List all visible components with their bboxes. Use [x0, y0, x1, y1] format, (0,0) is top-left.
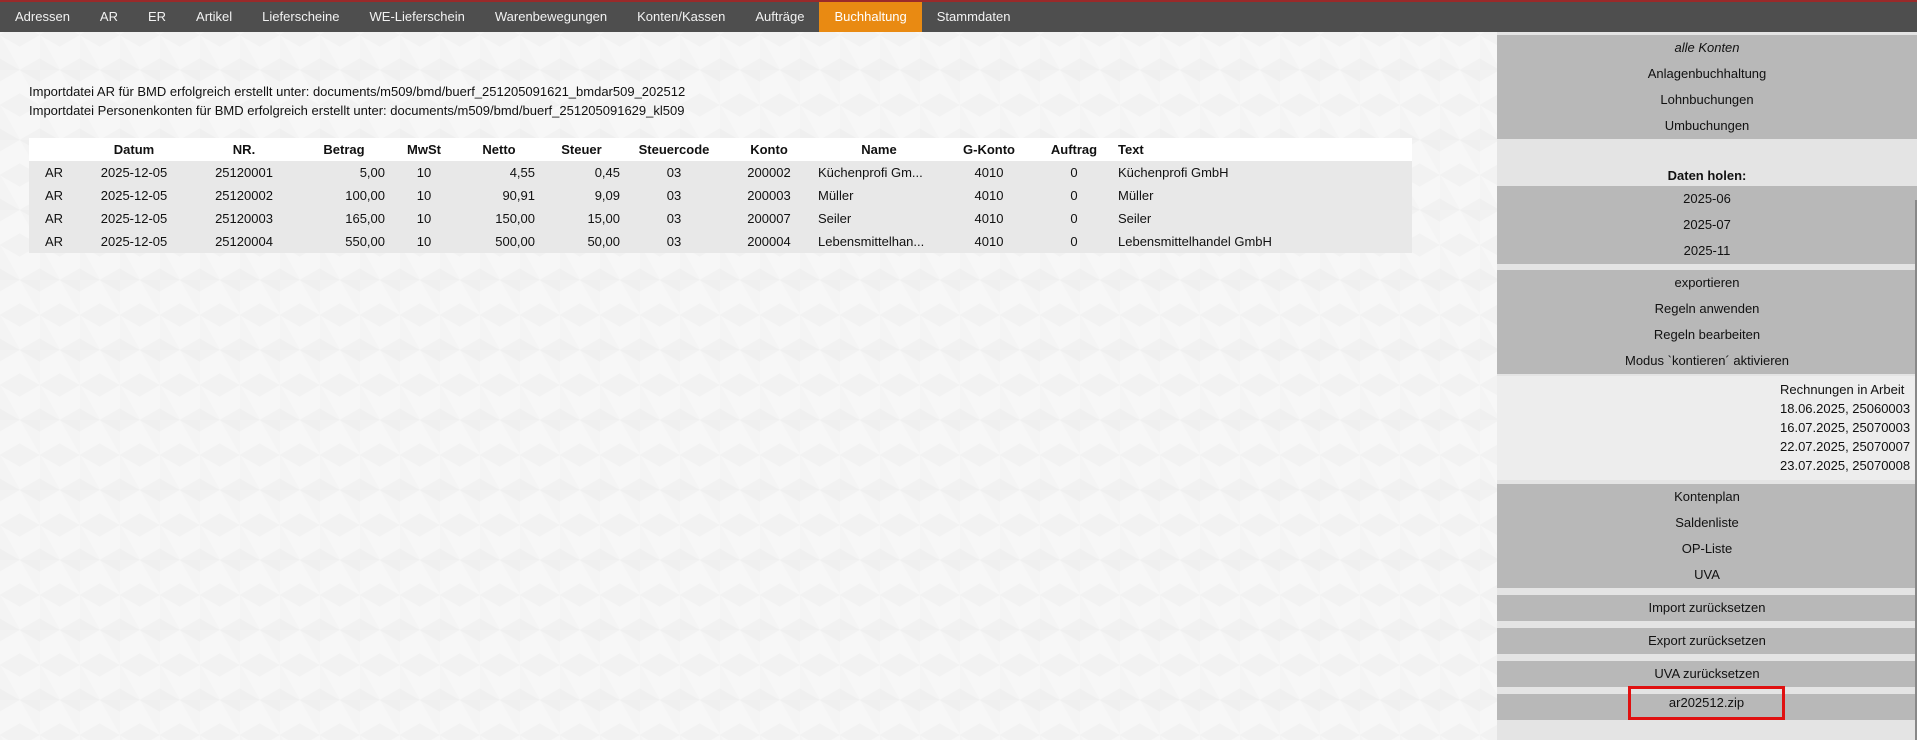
status-messages: [29, 82, 685, 120]
column-header-betrag: Betrag: [299, 138, 389, 161]
booking-table: [29, 138, 1412, 253]
zip-download-link[interactable]: ar202512.zip: [1628, 686, 1785, 720]
column-header-datum: Datum: [79, 138, 189, 161]
message-personenkonten-export: Importdatei Personenkonten für BMD erfolgreich erstellt unter: documents/m509/bmd/buerf_251205091629_kl509: [29, 103, 685, 118]
cell-nr: 25120003: [189, 207, 299, 230]
column-header-steuercode: Steuercode: [624, 138, 724, 161]
table-row[interactable]: [29, 230, 1412, 253]
column-header-mwst: MwSt: [389, 138, 459, 161]
zip-download-group: [1497, 694, 1917, 720]
column-header-auftrag: Auftrag: [1034, 138, 1114, 161]
table-row[interactable]: [29, 207, 1412, 230]
cell-text: Lebensmittelhandel GmbH: [1114, 230, 1412, 253]
cell-steuercode: 03: [624, 207, 724, 230]
fetch-periods-group: [1497, 186, 1917, 264]
link-kontenplan[interactable]: Kontenplan: [1674, 489, 1740, 504]
cell-auftrag: 0: [1034, 161, 1114, 184]
link-uva[interactable]: UVA: [1694, 567, 1720, 582]
nav-tab-warenbewegungen[interactable]: Warenbewegungen: [494, 9, 608, 24]
invoice-link[interactable]: 18.06.2025, 25060003: [1780, 401, 1911, 416]
reset-uva-button[interactable]: UVA zurücksetzen: [1654, 666, 1760, 681]
cell-type: AR: [29, 207, 79, 230]
cell-auftrag: 0: [1034, 207, 1114, 230]
nav-tab-stammdaten[interactable]: Stammdaten: [936, 9, 1011, 24]
cell-betrag: 5,00: [299, 161, 389, 184]
nav-tab-konten-kassen[interactable]: Konten/Kassen: [637, 9, 726, 24]
cell-nr: 25120002: [189, 184, 299, 207]
cell-betrag: 100,00: [299, 184, 389, 207]
cell-g-konto: 4010: [944, 207, 1034, 230]
invoice-link[interactable]: 23.07.2025, 25070008: [1780, 458, 1911, 473]
link-umbuchungen[interactable]: Umbuchungen: [1664, 118, 1750, 133]
nav-tab-auftr-ge[interactable]: Aufträge: [755, 9, 805, 24]
invoice-link[interactable]: 16.07.2025, 25070003: [1780, 420, 1911, 435]
reset-import-button[interactable]: Import zurücksetzen: [1648, 600, 1766, 615]
cell-steuercode: 03: [624, 161, 724, 184]
fetch-data-heading: Daten holen:: [1667, 168, 1747, 183]
export-button[interactable]: exportieren: [1674, 275, 1740, 290]
top-navigation: [0, 0, 1917, 32]
link-op-liste[interactable]: OP-Liste: [1681, 541, 1733, 556]
cell-datum: 2025-12-05: [79, 161, 189, 184]
side-panel: [1497, 32, 1917, 740]
cell-mwst: 10: [389, 207, 459, 230]
link-anlagenbuchhaltung[interactable]: Anlagenbuchhaltung: [1647, 66, 1767, 81]
invoice-link[interactable]: 22.07.2025, 25070007: [1780, 439, 1911, 454]
cell-name: Seiler: [814, 207, 944, 230]
reports-group: [1497, 484, 1917, 588]
cell-steuercode: 03: [624, 184, 724, 207]
cell-steuer: 0,45: [539, 161, 624, 184]
cell-text: Müller: [1114, 184, 1412, 207]
cell-type: AR: [29, 161, 79, 184]
cell-konto: 200004: [724, 230, 814, 253]
cell-name: Küchenprofi Gm...: [814, 161, 944, 184]
cell-steuercode: 03: [624, 230, 724, 253]
message-ar-export: Importdatei AR für BMD erfolgreich erstellt unter: documents/m509/bmd/buerf_251205091621_bmdar509_202512: [29, 84, 686, 99]
fetch-period-2025-11[interactable]: 2025-11: [1683, 243, 1731, 258]
cell-g-konto: 4010: [944, 230, 1034, 253]
invoices-in-progress: [1497, 376, 1917, 480]
reset-import-group: [1497, 595, 1917, 621]
cell-g-konto: 4010: [944, 161, 1034, 184]
column-header-name: Name: [814, 138, 944, 161]
cell-betrag: 165,00: [299, 207, 389, 230]
cell-auftrag: 0: [1034, 184, 1114, 207]
accounts-group: [1497, 35, 1917, 139]
cell-auftrag: 0: [1034, 230, 1114, 253]
cell-mwst: 10: [389, 184, 459, 207]
cell-g-konto: 4010: [944, 184, 1034, 207]
actions-group: [1497, 270, 1917, 374]
nav-tab-adressen[interactable]: Adressen: [15, 9, 70, 24]
nav-tab-we-lieferschein[interactable]: WE-Lieferschein: [369, 9, 465, 24]
cell-konto: 200007: [724, 207, 814, 230]
link-alle-konten[interactable]: alle Konten: [1674, 40, 1740, 55]
table-row[interactable]: [29, 184, 1412, 207]
cell-type: AR: [29, 184, 79, 207]
cell-netto: 500,00: [459, 230, 539, 253]
fetch-period-2025-06[interactable]: 2025-06: [1683, 191, 1731, 206]
cell-konto: 200002: [724, 161, 814, 184]
invoices-in-progress-heading: Rechnungen in Arbeit: [1780, 382, 1905, 397]
table-header-row: [29, 138, 1412, 161]
cell-netto: 90,91: [459, 184, 539, 207]
nav-tab-er[interactable]: ER: [147, 9, 167, 24]
reset-uva-group: [1497, 661, 1917, 687]
cell-name: Müller: [814, 184, 944, 207]
nav-tab-ar[interactable]: AR: [99, 9, 118, 24]
cell-konto: 200003: [724, 184, 814, 207]
nav-tab-artikel[interactable]: Artikel: [196, 9, 233, 24]
cell-mwst: 10: [389, 161, 459, 184]
cell-datum: 2025-12-05: [79, 207, 189, 230]
cell-steuer: 9,09: [539, 184, 624, 207]
column-header-type: [29, 138, 79, 161]
column-header-text: Text: [1114, 138, 1412, 161]
link-lohnbuchungen[interactable]: Lohnbuchungen: [1660, 92, 1754, 107]
column-header-g-konto: G-Konto: [944, 138, 1034, 161]
table-row[interactable]: [29, 161, 1412, 184]
cell-netto: 4,55: [459, 161, 539, 184]
cell-steuer: 15,00: [539, 207, 624, 230]
cell-datum: 2025-12-05: [79, 184, 189, 207]
edit-rules-button[interactable]: Regeln bearbeiten: [1653, 327, 1761, 342]
cell-nr: 25120004: [189, 230, 299, 253]
cell-netto: 150,00: [459, 207, 539, 230]
cell-type: AR: [29, 230, 79, 253]
cell-mwst: 10: [389, 230, 459, 253]
reset-export-button[interactable]: Export zurücksetzen: [1648, 633, 1766, 648]
reset-export-group: [1497, 628, 1917, 654]
column-header-netto: Netto: [459, 138, 539, 161]
cell-text: Seiler: [1114, 207, 1412, 230]
cell-datum: 2025-12-05: [79, 230, 189, 253]
column-header-konto: Konto: [724, 138, 814, 161]
activate-kontieren-mode-button[interactable]: Modus `kontieren´ aktivieren: [1624, 353, 1790, 368]
nav-tab-lieferscheine[interactable]: Lieferscheine: [262, 9, 340, 24]
cell-steuer: 50,00: [539, 230, 624, 253]
cell-nr: 25120001: [189, 161, 299, 184]
cell-betrag: 550,00: [299, 230, 389, 253]
column-header-steuer: Steuer: [539, 138, 624, 161]
nav-tab-buchhaltung[interactable]: Buchhaltung: [819, 2, 921, 32]
column-header-nr: NR.: [189, 138, 299, 161]
apply-rules-button[interactable]: Regeln anwenden: [1654, 301, 1760, 316]
link-saldenliste[interactable]: Saldenliste: [1675, 515, 1739, 530]
fetch-period-2025-07[interactable]: 2025-07: [1683, 217, 1731, 232]
cell-text: Küchenprofi GmbH: [1114, 161, 1412, 184]
cell-name: Lebensmittelhan...: [814, 230, 944, 253]
